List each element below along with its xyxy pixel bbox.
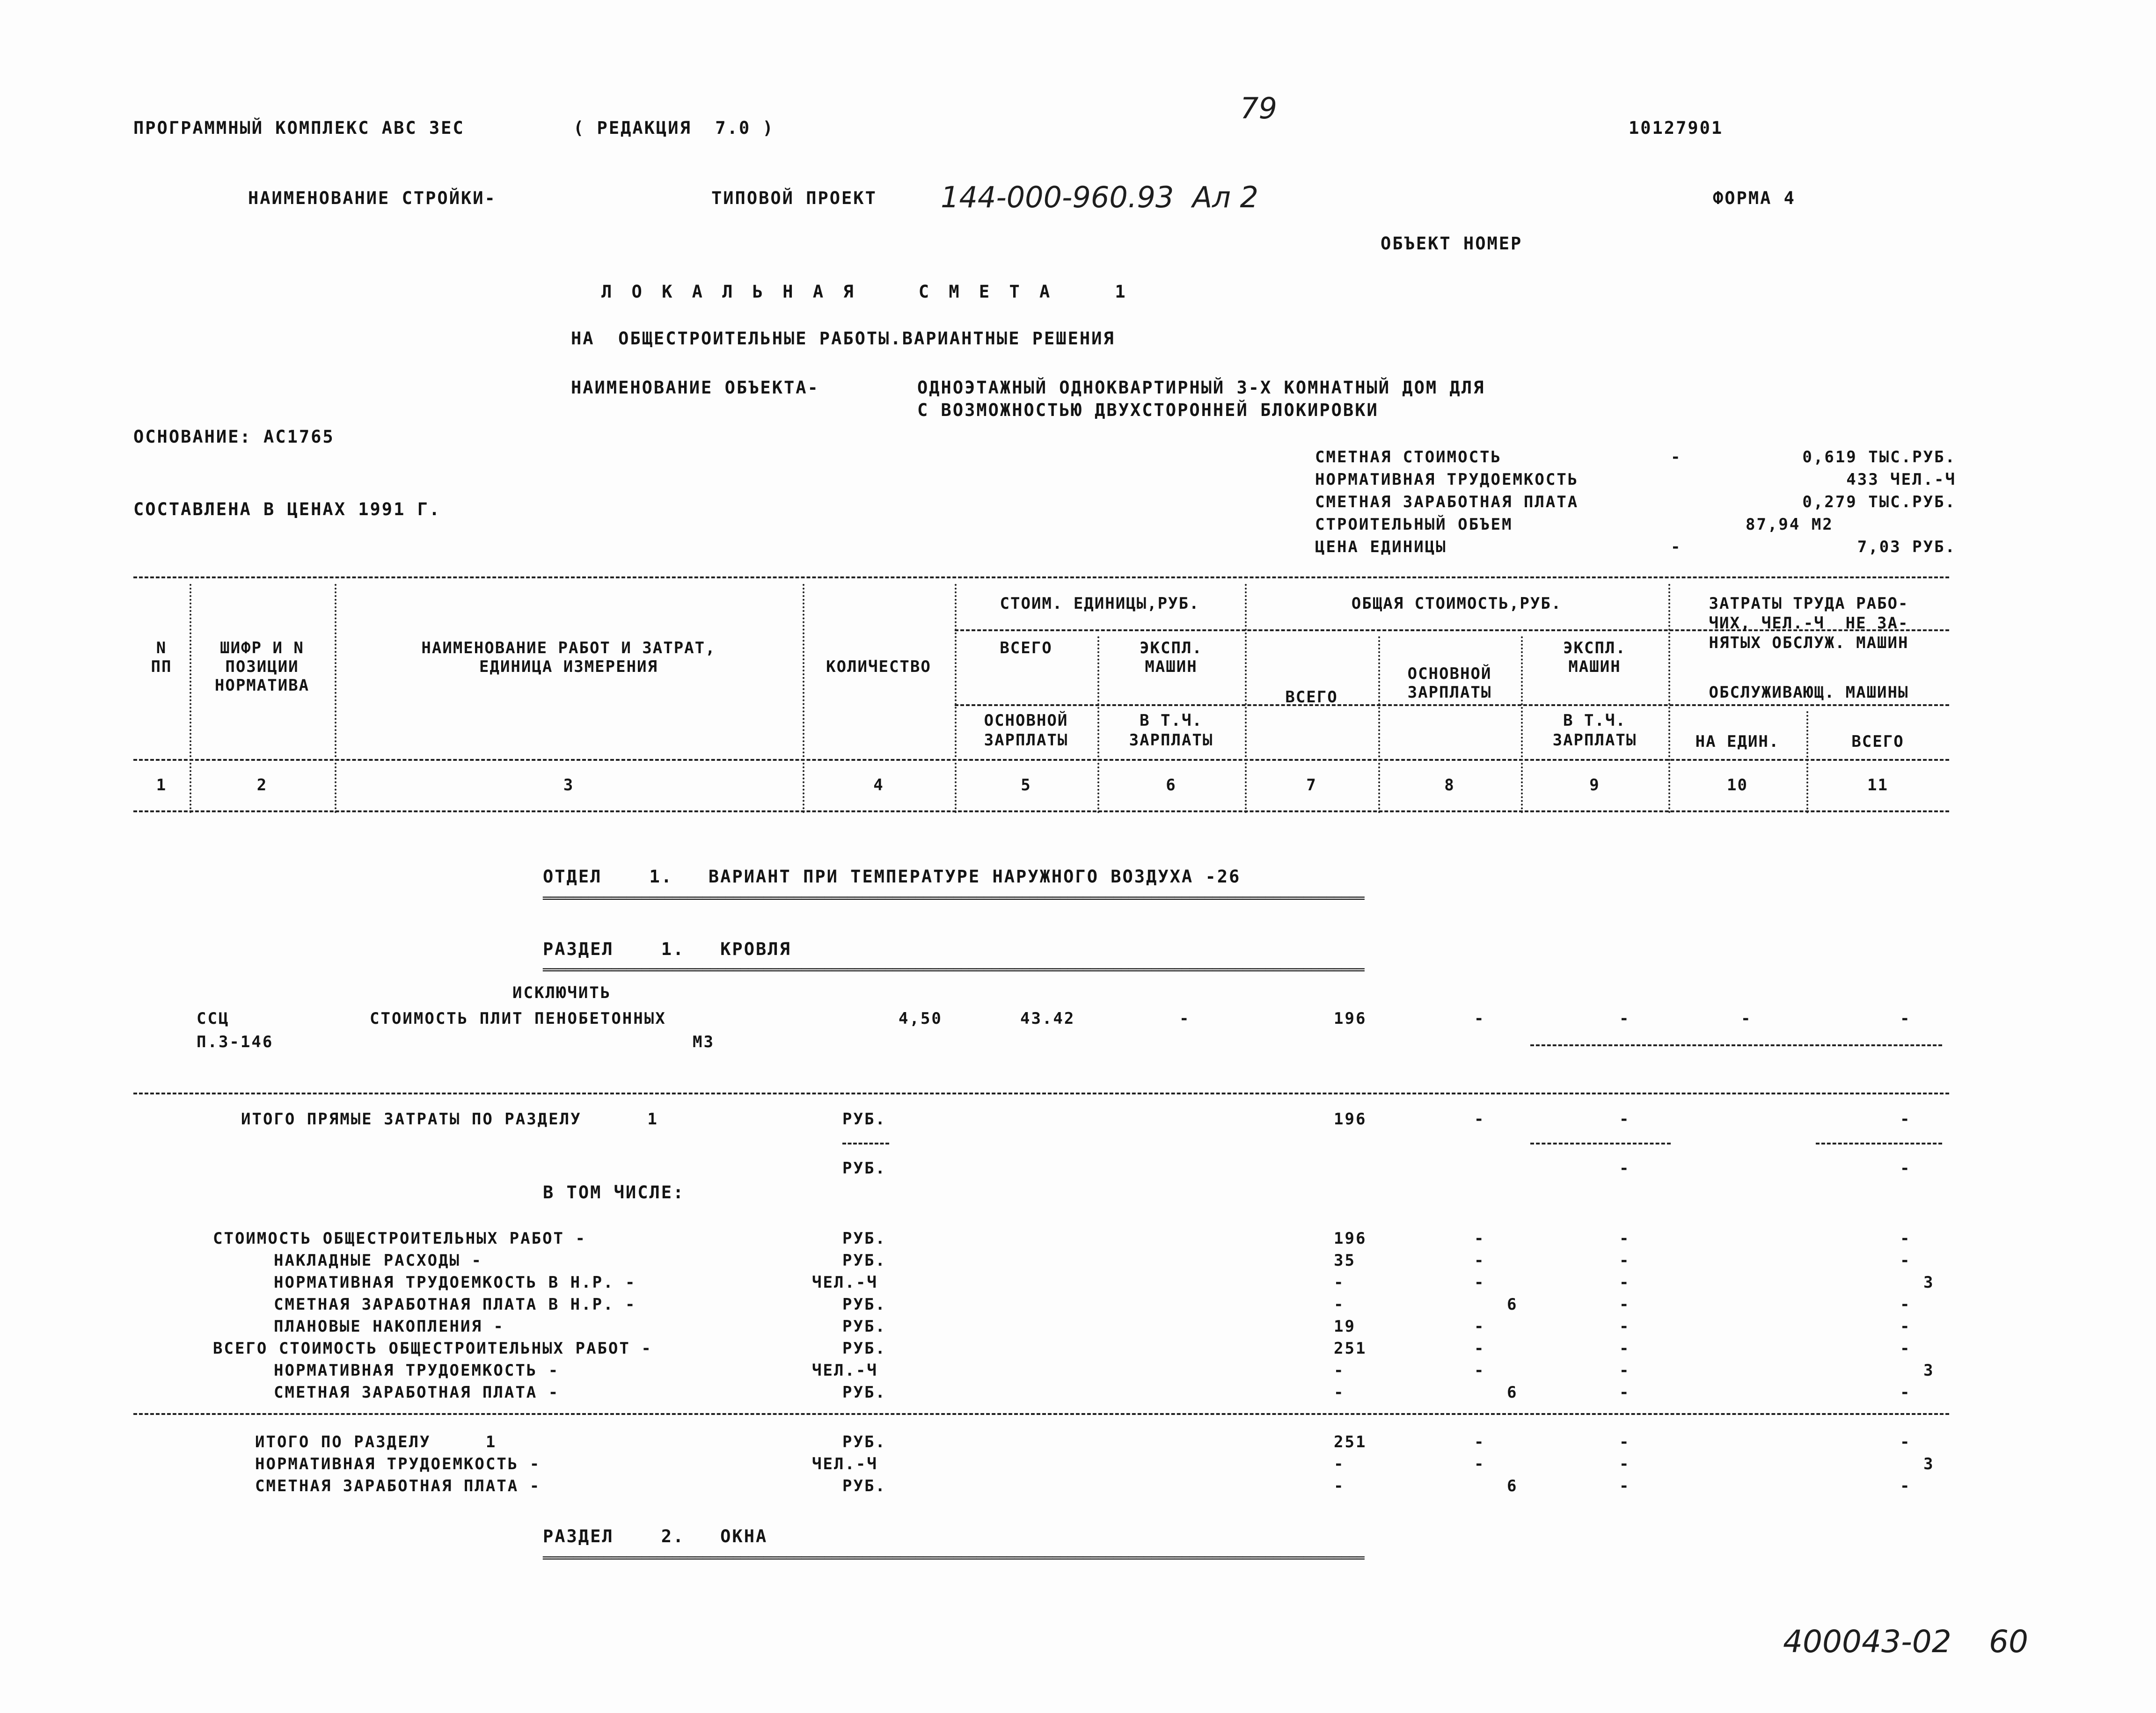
breakdown-wage: -: [1474, 1339, 1485, 1358]
breakdown-c11: -: [1900, 1383, 1911, 1402]
header-labor-total: ВСЕГО: [1851, 732, 1904, 751]
breakdown-mach: -: [1619, 1273, 1630, 1292]
header-col3: ЕДИНИЦА ИЗМЕРЕНИЯ: [479, 657, 658, 676]
item-unit-price: 43.42: [1020, 1009, 1075, 1028]
breakdown-total: -: [1334, 1273, 1345, 1292]
object-name-line2: С ВОЗМОЖНОСТЬЮ ДВУХСТОРОННЕЙ БЛОКИРОВКИ: [917, 400, 1379, 420]
header-col2: ПОЗИЦИИ: [225, 657, 299, 676]
header-total-wage: ОСНОВНОЙ: [1407, 664, 1492, 683]
header-total-all: ВСЕГО: [1285, 688, 1338, 707]
page-number: 79: [1240, 91, 1277, 125]
direct-costs-rule: [1816, 1143, 1942, 1144]
header-labor: НЯТЫХ ОБСЛУЖ. МАШИН: [1709, 634, 1909, 652]
construction-label: НАИМЕНОВАНИЕ СТРОЙКИ-: [248, 188, 497, 208]
column-number: 5: [1021, 776, 1031, 795]
summary-value: 0,279 ТЫС.РУБ.: [1802, 493, 1956, 511]
breakdown-label: НОРМАТИВНАЯ ТРУДОЕМКОСТЬ В Н.Р. -: [274, 1273, 636, 1292]
sheet-number: 60: [1989, 1624, 2028, 1660]
section-underline: ════════════════════════════════════════════════════════════════════════════════════════════════════════════: [543, 891, 1365, 906]
direct-costs-label: ИТОГО ПРЯМЫЕ ЗАТРАТЫ ПО РАЗДЕЛУ 1: [241, 1110, 658, 1129]
summary-value: 433 ЧЕЛ.-Ч: [1846, 470, 1956, 489]
item-wage: -: [1474, 1009, 1485, 1028]
summary-label: СТРОИТЕЛЬНЫЙ ОБЪЕМ: [1315, 515, 1513, 534]
header-unit-mach-wage: В Т.Ч.: [1140, 711, 1203, 730]
breakdown-total: 251: [1334, 1339, 1367, 1358]
row-rule: [1530, 1044, 1942, 1046]
breakdown-bottom-rule: [133, 1413, 1949, 1415]
edition-label: ( РЕДАКЦИЯ 7.0 ): [573, 118, 775, 138]
object-name-line1: ОДНОЭТАЖНЫЙ ОДНОКВАРТИРНЫЙ 3-Х КОМНАТНЫЙ ДОМ ДЛЯ: [917, 378, 1485, 398]
item-code: П.3-146: [197, 1033, 274, 1051]
breakdown-c11: -: [1900, 1229, 1911, 1248]
breakdown-wage: -: [1474, 1229, 1485, 1248]
breakdown-wage: -: [1474, 1361, 1485, 1380]
header-unit-mach-wage: ЗАРПЛАТЫ: [1129, 731, 1213, 750]
column-number: 1: [156, 776, 167, 795]
column-number: 4: [873, 776, 884, 795]
column-number: 6: [1166, 776, 1177, 795]
direct-costs-rule: [842, 1143, 889, 1144]
basis-label: ОСНОВАНИЕ: АС1765: [133, 427, 335, 447]
header-col2: НОРМАТИВА: [214, 676, 310, 695]
breakdown-wage: -: [1474, 1273, 1485, 1292]
direct-costs-total: 196: [1334, 1110, 1367, 1129]
breakdown-wage: -: [1474, 1251, 1485, 1270]
header-col2: ШИФР И N: [220, 639, 304, 657]
column-number: 11: [1867, 776, 1888, 795]
breakdown-unit: РУБ.: [842, 1251, 886, 1270]
section-title: ОТДЕЛ 1. ВАРИАНТ ПРИ ТЕМПЕРАТУРЕ НАРУЖНОГО ВОЗДУХА -26: [543, 867, 1241, 887]
part-underline: ════════════════════════════════════════════════════════════════════════════════════════════════════════════: [543, 963, 1365, 977]
item-c11: -: [1900, 1009, 1911, 1028]
prices-label: СОСТАВЛЕНА В ЦЕНАХ 1991 Г.: [133, 499, 441, 519]
summary-label: СМЕТНАЯ ЗАРАБОТНАЯ ПЛАТА: [1315, 493, 1579, 511]
including-label: В ТОМ ЧИСЛЕ:: [543, 1182, 685, 1203]
item-c10: -: [1741, 1009, 1752, 1028]
totals-mach: -: [1619, 1455, 1630, 1473]
column-divider: [1806, 711, 1808, 813]
breakdown-unit: РУБ.: [842, 1295, 886, 1314]
form-label: ФОРМА 4: [1713, 188, 1796, 208]
column-number: 10: [1727, 776, 1748, 795]
breakdown-c11: 3: [1923, 1361, 1935, 1380]
totals-unit: РУБ.: [842, 1433, 886, 1451]
header-unit-wage: ОСНОВНОЙ: [984, 711, 1068, 730]
breakdown-total: 35: [1334, 1251, 1356, 1270]
estimate-title: Л О К А Л Ь Н А Я С М Е Т А 1: [601, 282, 1130, 302]
header-sub-rule: [955, 704, 1949, 706]
header-labor-unit: НА ЕДИН.: [1695, 732, 1780, 751]
breakdown-unit: ЧЕЛ.-Ч: [812, 1273, 878, 1292]
column-number: 7: [1306, 776, 1317, 795]
breakdown-total: -: [1334, 1383, 1345, 1402]
header-col4: КОЛИЧЕСТВО: [826, 657, 931, 676]
breakdown-c11: -: [1900, 1251, 1911, 1270]
sheet-stamp: 400043-02: [1783, 1624, 1951, 1660]
breakdown-unit: РУБ.: [842, 1383, 886, 1402]
breakdown-label: ВСЕГО СТОИМОСТЬ ОБЩЕСТРОИТЕЛЬНЫХ РАБОТ -: [213, 1339, 652, 1358]
header-col1: ПП: [151, 657, 172, 676]
breakdown-mach: -: [1619, 1361, 1630, 1380]
item-code: ССЦ: [197, 1009, 230, 1028]
breakdown-total: 196: [1334, 1229, 1367, 1248]
direct-costs-unit: РУБ.: [842, 1110, 886, 1129]
document-code: 10127901: [1629, 118, 1724, 138]
totals-unit: ЧЕЛ.-Ч: [812, 1455, 878, 1473]
totals-total: 251: [1334, 1433, 1367, 1451]
breakdown-c11: -: [1900, 1317, 1911, 1336]
breakdown-wage: 6: [1507, 1383, 1518, 1402]
header-unit-mach: МАШИН: [1145, 657, 1198, 676]
item-total: 196: [1334, 1009, 1367, 1028]
totals-c11: -: [1900, 1433, 1911, 1451]
header-unit-total: ВСЕГО: [1000, 639, 1052, 657]
totals-unit: РУБ.: [842, 1477, 886, 1495]
breakdown-unit: ЧЕЛ.-Ч: [812, 1361, 878, 1380]
breakdown-wage: 6: [1507, 1295, 1518, 1314]
totals-label: НОРМАТИВНАЯ ТРУДОЕМКОСТЬ -: [255, 1455, 541, 1473]
breakdown-label: СТОИМОСТЬ ОБЩЕСТРОИТЕЛЬНЫХ РАБОТ -: [213, 1229, 586, 1248]
summary-value: 87,94 М2: [1746, 515, 1834, 534]
summary-dash: -: [1671, 538, 1682, 556]
row-bottom-rule: [133, 1093, 1949, 1094]
item-quantity: 4,50: [899, 1009, 943, 1028]
breakdown-total: -: [1334, 1295, 1345, 1314]
breakdown-wage: -: [1474, 1317, 1485, 1336]
totals-mach: -: [1619, 1433, 1630, 1451]
header-total-mach-wage: ЗАРПЛАТЫ: [1552, 731, 1637, 750]
object-label: НАИМЕНОВАНИЕ ОБЪЕКТА-: [571, 378, 819, 398]
item-c9: -: [1619, 1009, 1630, 1028]
table-top-rule: [133, 576, 1949, 578]
summary-label: СМЕТНАЯ СТОИМОСТЬ: [1315, 448, 1502, 467]
breakdown-mach: -: [1619, 1229, 1630, 1248]
header-unit-mach: ЭКСПЛ.: [1140, 639, 1203, 657]
item-note: ИСКЛЮЧИТЬ: [512, 984, 612, 1002]
breakdown-unit: РУБ.: [842, 1317, 886, 1336]
column-number: 9: [1589, 776, 1600, 795]
breakdown-c11: -: [1900, 1339, 1911, 1358]
totals-c11: -: [1900, 1477, 1911, 1495]
header-total-mach-wage: В Т.Ч.: [1563, 711, 1626, 730]
header-labor: ЧИХ, ЧЕЛ.-Ч НЕ ЗА-: [1709, 614, 1909, 633]
totals-wage: -: [1474, 1433, 1485, 1451]
column-number: 8: [1444, 776, 1455, 795]
project-label: ТИПОВОЙ ПРОЕКТ: [711, 188, 877, 208]
breakdown-unit: РУБ.: [842, 1339, 886, 1358]
totals-mach: -: [1619, 1477, 1630, 1495]
estimate-subtitle: НА ОБЩЕСТРОИТЕЛЬНЫЕ РАБОТЫ.ВАРИАНТНЫЕ РЕШЕНИЯ: [571, 328, 1115, 349]
header-total-cost: ОБЩАЯ СТОИМОСТЬ,РУБ.: [1351, 594, 1562, 613]
summary-value: 0,619 ТЫС.РУБ.: [1802, 448, 1956, 467]
program-name: ПРОГРАММНЫЙ КОМПЛЕКС АВС ЗЕС: [133, 118, 465, 138]
header-unit-wage: ЗАРПЛАТЫ: [984, 731, 1068, 750]
totals-c11: 3: [1923, 1455, 1935, 1473]
breakdown-total: 19: [1334, 1317, 1356, 1336]
direct-costs-mach: -: [1619, 1159, 1630, 1178]
direct-costs-unit: РУБ.: [842, 1159, 886, 1178]
breakdown-c11: 3: [1923, 1273, 1935, 1292]
totals-wage: -: [1474, 1455, 1485, 1473]
breakdown-total: -: [1334, 1361, 1345, 1380]
breakdown-label: НАКЛАДНЫЕ РАСХОДЫ -: [274, 1251, 482, 1270]
header-bottom-rule: [133, 759, 1949, 761]
direct-costs-c11: -: [1900, 1110, 1911, 1129]
breakdown-unit: РУБ.: [842, 1229, 886, 1248]
object-number-label: ОБЪЕКТ НОМЕР: [1381, 233, 1523, 254]
breakdown-c11: -: [1900, 1295, 1911, 1314]
breakdown-label: СМЕТНАЯ ЗАРАБОТНАЯ ПЛАТА -: [274, 1383, 560, 1402]
breakdown-mach: -: [1619, 1339, 1630, 1358]
totals-label: ИТОГО ПО РАЗДЕЛУ 1: [255, 1433, 497, 1451]
direct-costs-rule: [1530, 1143, 1671, 1144]
breakdown-mach: -: [1619, 1295, 1630, 1314]
summary-label: НОРМАТИВНАЯ ТРУДОЕМКОСТЬ: [1315, 470, 1579, 489]
header-total-wage: ЗАРПЛАТЫ: [1407, 683, 1492, 702]
column-number: 2: [256, 776, 268, 795]
direct-costs-wage: -: [1474, 1110, 1485, 1129]
item-unit: М3: [693, 1033, 715, 1051]
direct-costs-mach: -: [1619, 1110, 1630, 1129]
part-title: РАЗДЕЛ 1. КРОВЛЯ: [543, 939, 791, 959]
totals-total: -: [1334, 1455, 1345, 1473]
header-labor-sub: ОБСЛУЖИВАЮЩ. МАШИНЫ: [1709, 683, 1909, 702]
breakdown-label: СМЕТНАЯ ЗАРАБОТНАЯ ПЛАТА В Н.Р. -: [274, 1295, 636, 1314]
header-total-mach: ЭКСПЛ.: [1563, 639, 1626, 657]
header-unit-cost: СТОИМ. ЕДИНИЦЫ,РУБ.: [1000, 594, 1200, 613]
breakdown-mach: -: [1619, 1251, 1630, 1270]
item-machine-cost: -: [1179, 1009, 1191, 1028]
summary-dash: -: [1671, 448, 1682, 467]
breakdown-label: НОРМАТИВНАЯ ТРУДОЕМКОСТЬ -: [274, 1361, 560, 1380]
direct-costs-c11: -: [1900, 1159, 1911, 1178]
totals-total: -: [1334, 1477, 1345, 1495]
breakdown-mach: -: [1619, 1383, 1630, 1402]
breakdown-label: ПЛАНОВЫЕ НАКОПЛЕНИЯ -: [274, 1317, 504, 1336]
header-labor: ЗАТРАТЫ ТРУДА РАБО-: [1709, 594, 1909, 613]
summary-label: ЦЕНА ЕДИНИЦЫ: [1315, 538, 1447, 556]
summary-value: 7,03 РУБ.: [1857, 538, 1956, 556]
project-code: 144-000-960.93 Ал 2: [941, 180, 1258, 214]
column-number: 3: [563, 776, 574, 795]
numbers-bottom-rule: [133, 810, 1949, 812]
header-total-mach: МАШИН: [1568, 657, 1621, 676]
part-title: РАЗДЕЛ 2. ОКНА: [543, 1526, 768, 1546]
item-name: СТОИМОСТЬ ПЛИТ ПЕНОБЕТОННЫХ: [370, 1009, 666, 1028]
breakdown-mach: -: [1619, 1317, 1630, 1336]
part-underline: ════════════════════════════════════════════════════════════════════════════════════════════════════════════: [543, 1551, 1365, 1566]
header-col1: N: [156, 639, 167, 657]
header-col3: НАИМЕНОВАНИЕ РАБОТ И ЗАТРАТ,: [421, 639, 716, 657]
totals-wage: 6: [1507, 1477, 1518, 1495]
totals-label: СМЕТНАЯ ЗАРАБОТНАЯ ПЛАТА -: [255, 1477, 541, 1495]
